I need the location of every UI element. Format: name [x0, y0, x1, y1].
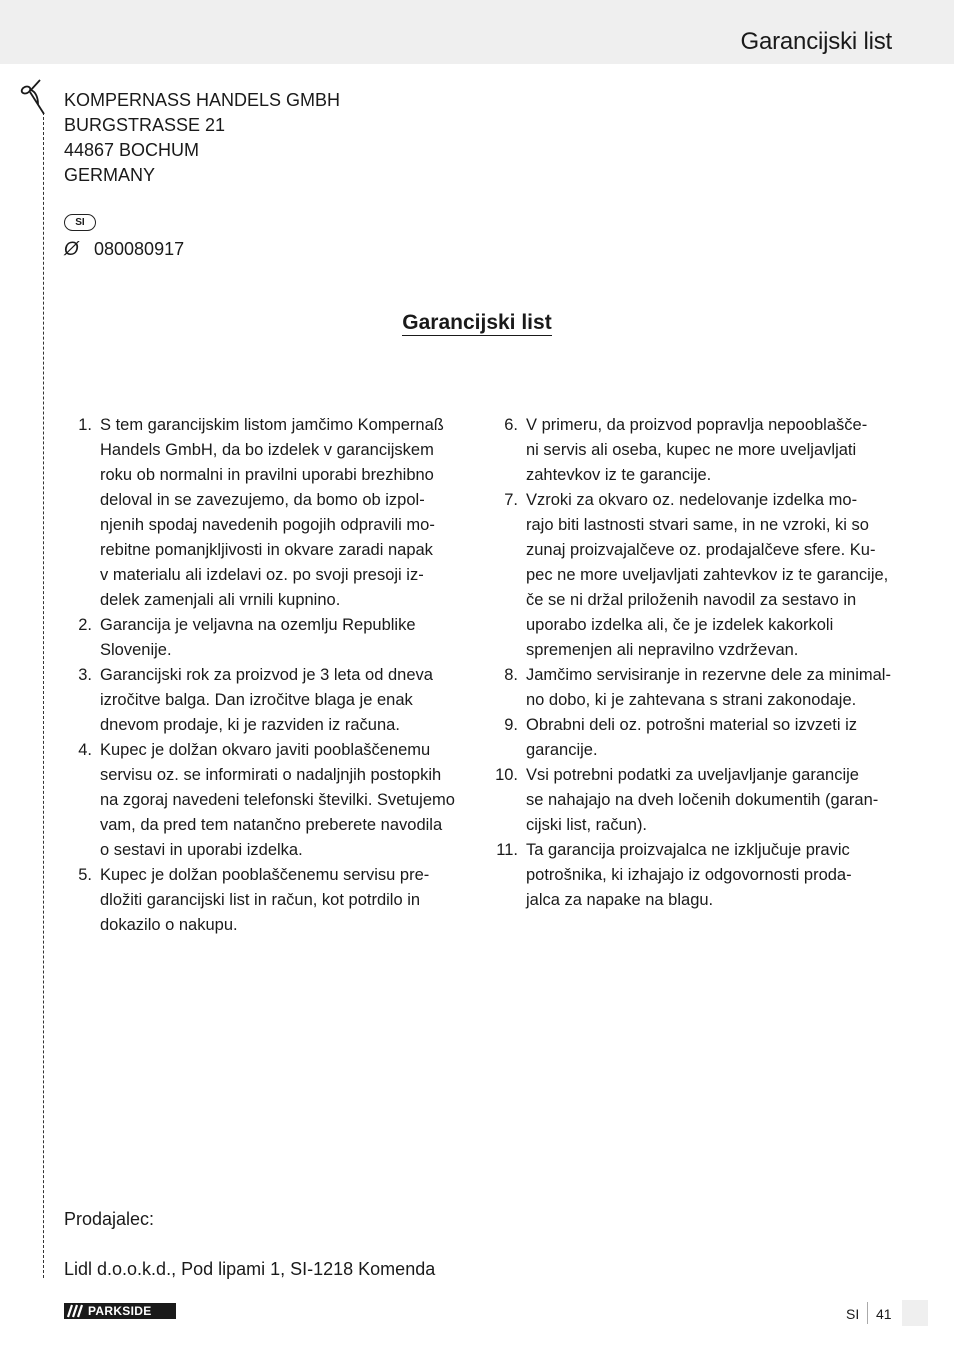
terms-line: dložiti garancijski list in račun, kot potrdilo in: [100, 891, 421, 909]
document-title: [0, 311, 954, 335]
terms-line: ni servis ali oseba, kupec ne more uveljavljati: [526, 441, 857, 459]
terms-column-right: [488, 413, 898, 913]
terms-line: V primeru, da proizvod popravlja nepooblašče-: [526, 416, 868, 434]
terms-item-text: [526, 713, 857, 763]
terms-item: [488, 763, 898, 838]
footer-tab-marker: [902, 1300, 928, 1326]
terms-line: potrošnika, ki izhajajo iz odgovornosti proda-: [526, 866, 852, 884]
document-title-text: Garancijski list: [402, 311, 552, 334]
terms-line: dokazilo o nakupu.: [100, 916, 238, 934]
address-line: KOMPERNASS HANDELS GMBH: [64, 90, 341, 110]
terms-line: Vzroki za okvaro oz. nedelovanje izdelka mo-: [526, 491, 858, 509]
terms-item-text: [100, 738, 455, 863]
terms-line: rebitne pomanjkljivosti in okvare zaradi napak: [100, 541, 433, 559]
terms-line: Jamčimo servisiranje in rezervne dele za minimal-: [526, 666, 891, 684]
terms-line: o sestavi in uporabi izdelka.: [100, 841, 303, 859]
page-header-title: Garancijski list: [740, 28, 892, 55]
terms-item: [64, 613, 474, 663]
terms-item-number: 5.: [78, 866, 92, 884]
terms-line: cijski list, račun).: [526, 816, 648, 834]
terms-line: v materialu ali izdelavi oz. po svoji presoji iz-: [100, 566, 424, 584]
terms-item: [488, 713, 898, 763]
terms-line: rajo biti lastnosti stvari same, in ne vzroki, ki so: [526, 516, 869, 534]
terms-item-number: 9.: [504, 716, 518, 734]
scissors-icon: [18, 78, 48, 116]
terms-item: [488, 663, 898, 713]
terms-line: uporabo izdelka ali, če je izdelek kakorkoli: [526, 616, 834, 634]
terms-item-text: [526, 838, 852, 913]
terms-item-number: 8.: [504, 666, 518, 684]
terms-item: [488, 413, 898, 488]
terms-line: no dobo, ki je zahtevana s strani zakonodaje.: [526, 691, 857, 709]
seller-label: Prodajalec:: [64, 1209, 155, 1229]
terms-item-number: 11.: [496, 841, 518, 859]
terms-item: [488, 838, 898, 913]
terms-item-number: 1.: [78, 416, 92, 434]
terms-line: Vsi potrebni podatki za uveljavljanje garancije: [526, 766, 859, 784]
terms-line: garancije.: [526, 741, 598, 759]
terms-line: njenih spodaj navedenih pogojih odpravili mo-: [100, 516, 435, 534]
terms-line: Obrabni deli oz. potrošni material so izvzeti iz: [526, 716, 858, 734]
footer-separator: [867, 1302, 868, 1324]
terms-item: [64, 863, 474, 938]
footer-language: SI: [846, 1306, 860, 1322]
terms-item-text: [526, 488, 888, 663]
terms-line: Garancija je veljavna na ozemlju Republike: [100, 616, 416, 634]
logo-stripes-icon: [64, 1303, 86, 1319]
terms-item: [488, 488, 898, 663]
terms-item-number: 7.: [504, 491, 518, 509]
terms-item-text: [100, 413, 444, 613]
terms-line: spremenjen ali nepravilno vzdrževan.: [526, 641, 799, 659]
terms-line: Kupec je dolžan pooblaščenemu servisu pre-: [100, 866, 430, 884]
cut-line: [43, 112, 44, 1278]
terms-line: Handels GmbH, da bo izdelek v garancijskem: [100, 441, 434, 459]
phone-row: [64, 237, 184, 262]
terms-item-text: [100, 863, 429, 938]
page-number: 41: [876, 1306, 892, 1322]
terms-item-number: 2.: [78, 616, 92, 634]
terms-line: deloval in se zavezujemo, da bomo ob izpol-: [100, 491, 425, 509]
terms-line: jalca za napake na blagu.: [526, 891, 714, 909]
terms-line: zunaj proizvajalčeve oz. prodajalčeve sfere. Ku-: [526, 541, 876, 559]
address-line: BURGSTRASSE 21: [64, 115, 226, 135]
terms-column-left: [64, 413, 474, 938]
terms-line: Garancijski rok za proizvod je 3 leta od dneva: [100, 666, 433, 684]
logo-text: PARKSIDE: [88, 1304, 152, 1318]
terms-item-text: [526, 663, 891, 713]
terms-item-text: [526, 763, 878, 838]
terms-item-text: [100, 613, 416, 663]
address-line: GERMANY: [64, 165, 156, 185]
terms-line: na zgoraj navedeni telefonski številki. Svetujemo: [100, 791, 455, 809]
terms-item-number: 4.: [78, 741, 92, 759]
terms-line: Ta garancija proizvajalca ne izključuje pravic: [526, 841, 850, 859]
terms-item-number: 10.: [495, 766, 518, 784]
terms-line: izročitve balga. Dan izročitve blaga je enak: [100, 691, 413, 709]
terms-item-text: [100, 663, 433, 738]
address-line: 44867 BOCHUM: [64, 140, 200, 160]
terms-line: se nahajajo na dveh ločenih dokumentih (garan-: [526, 791, 879, 809]
terms-line: vam, da pred tem natančno preberete navodila: [100, 816, 443, 834]
terms-line: če se ni držal priloženih navodil za sestavo in: [526, 591, 857, 609]
terms-line: Slovenije.: [100, 641, 172, 659]
phone-icon: Ø: [64, 239, 79, 260]
terms-item-number: 3.: [78, 666, 92, 684]
terms-item: [64, 663, 474, 738]
terms-line: S tem garancijskim listom jamčimo Kompernaß: [100, 416, 444, 434]
terms-line: zahtevkov iz te garancije.: [526, 466, 712, 484]
terms-line: servisu oz. se informirati o nadaljnjih postopkih: [100, 766, 442, 784]
phone-number: 080080917: [94, 239, 185, 259]
seller-address: Lidl d.o.o.k.d., Pod lipami 1, SI-1218 Komenda: [64, 1259, 436, 1279]
terms-item-text: [526, 413, 867, 488]
terms-line: dnevom prodaje, ki je razviden iz računa.: [100, 716, 400, 734]
terms-line: pec ne more uveljavljati zahtevkov iz te garancije,: [526, 566, 889, 584]
manufacturer-address: [64, 88, 340, 188]
parkside-logo: [64, 1303, 176, 1319]
terms-item: [64, 413, 474, 613]
terms-item: [64, 738, 474, 863]
terms-line: Kupec je dolžan okvaro javiti pooblaščenemu: [100, 741, 431, 759]
terms-line: delek zamenjali ali vrnili kupnino.: [100, 591, 341, 609]
terms-line: roku ob normalni in pravilni uporabi brezhibno: [100, 466, 434, 484]
country-badge: SI: [64, 214, 96, 231]
terms-item-number: 6.: [504, 416, 518, 434]
